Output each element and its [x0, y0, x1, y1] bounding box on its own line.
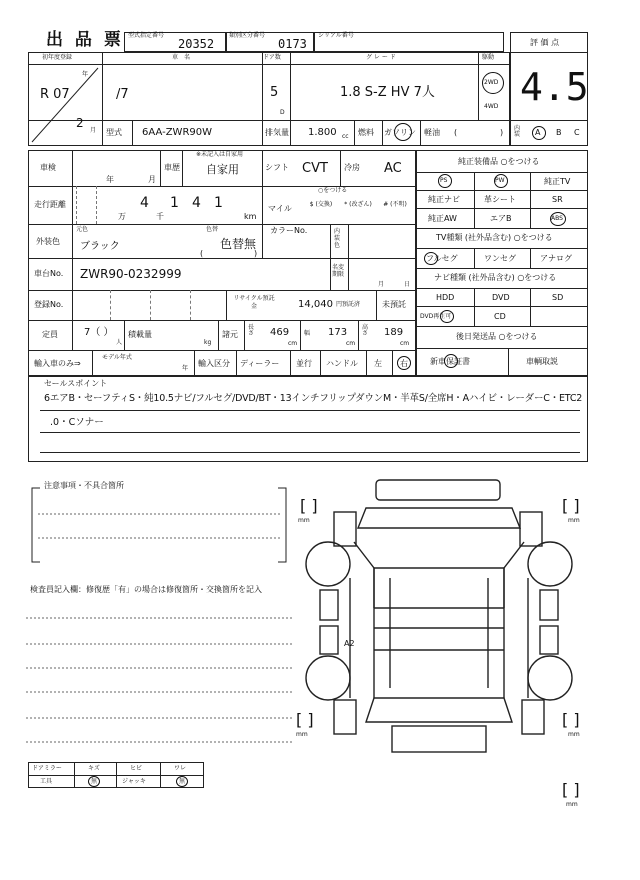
- month-unit: 月: [90, 127, 97, 134]
- inspection-label: 車検: [40, 163, 56, 172]
- shift-value: CVT: [302, 161, 328, 176]
- model-value: 6AA-ZWR90W: [142, 127, 213, 138]
- recycle-value: 14,040: [298, 299, 333, 310]
- displacement-value: 1.800: [308, 127, 337, 138]
- fuel-circle: [394, 123, 412, 141]
- drive-4wd: 4WD: [484, 103, 499, 110]
- doors-label: ドア数: [263, 54, 281, 61]
- color-orig-value: ブラック: [80, 241, 120, 252]
- form-title: 出 品 票: [46, 30, 124, 50]
- import-label: 輸入車のみ⇒: [34, 359, 81, 368]
- fuel-diesel: 軽油: [424, 128, 440, 137]
- chassis-value: ZWR90-0232999: [80, 267, 182, 281]
- doors-value: 5: [270, 85, 279, 100]
- class-no-label: 類別区分番号: [229, 32, 266, 39]
- first-reg-label: 初年度登録: [42, 54, 73, 61]
- serial-label: シリアル番号: [318, 32, 354, 39]
- history-label: 車歴: [164, 163, 180, 172]
- door-d: D: [280, 109, 285, 116]
- ac-label: 冷房: [344, 163, 360, 172]
- displacement-label: 排気量: [265, 128, 289, 137]
- mileage-digit-4: 1: [214, 195, 223, 211]
- model-label: 型式: [106, 128, 122, 137]
- sales-line2: .0・Cソナー: [50, 417, 104, 428]
- first-reg-year: R 07: [40, 87, 70, 102]
- equip-title: 純正装備品 ○をつける: [458, 157, 540, 166]
- grade-value: 1.8 S-Z HV 7人: [340, 85, 435, 100]
- mileage-digit-1: 4: [140, 195, 149, 211]
- type-no-label: 型式指定番号: [128, 32, 165, 39]
- year-unit: 年: [82, 71, 89, 78]
- drive-label: 駆動: [482, 54, 495, 61]
- fuel-label: 燃料: [358, 128, 374, 137]
- interior-b: B: [556, 128, 562, 137]
- car-name: /7: [116, 87, 129, 102]
- notes-title: 注意事項・不具合箇所: [44, 481, 124, 490]
- reg-no-label: 登録No.: [34, 300, 64, 309]
- history-note: ※未記入は自家用: [196, 151, 244, 158]
- mileage-digit-2: 1: [170, 195, 179, 211]
- sales-label: セールスポイント: [44, 379, 108, 388]
- mile-label: マイル: [268, 204, 292, 213]
- first-reg-month: 2: [76, 116, 84, 130]
- mileage-label: 走行距離: [34, 200, 66, 209]
- shift-label: シフト: [265, 163, 289, 172]
- inspector-note: 検査員記入欄：修復歴「有」の場合は修復箇所・交換箇所を記入: [30, 585, 262, 594]
- car-diagram: [294, 478, 594, 768]
- drive-2wd: 2WD: [484, 79, 499, 86]
- score-label: 評 価 点: [530, 38, 560, 47]
- fuel-gasoline: ガソリン: [384, 128, 416, 137]
- capacity-label: 定員: [42, 330, 58, 339]
- mileage-digit-3: 4: [192, 195, 201, 211]
- interior-label: 内装: [514, 125, 521, 138]
- grade-label: グ レ ー ド: [366, 54, 396, 61]
- cc-unit: cc: [342, 133, 349, 140]
- repaint-value: 色替無: [220, 237, 257, 251]
- width-value: 173: [328, 327, 348, 338]
- car-name-label: 車 名: [172, 54, 191, 61]
- notes-bracket: [28, 481, 290, 568]
- score-value: 4.5: [520, 65, 589, 109]
- capacity-value: 7（ ）: [84, 327, 114, 338]
- history-value: 自家用: [206, 163, 239, 176]
- check-note: ○をつける: [318, 187, 348, 194]
- color-ext-label: 外装色: [36, 237, 60, 246]
- inspector-lines: [26, 600, 292, 750]
- interior-a: A: [535, 128, 541, 137]
- class-no-value: 0173: [278, 37, 307, 51]
- type-no-value: 20352: [178, 37, 215, 51]
- length-value: 469: [270, 327, 290, 338]
- interior-c: C: [574, 128, 580, 137]
- chassis-label: 車台No.: [34, 269, 64, 278]
- height-value: 189: [384, 327, 404, 338]
- sales-box: [28, 376, 588, 462]
- sales-line1: 6エアB・セーフティS・純10.5ナビ/フルセグ/DVD/BT・13インチフリップダウンM・半革S/全席H・Aハイビ・レーダーC・ETC2: [44, 393, 583, 404]
- damage-mark: A2: [344, 639, 355, 648]
- ac-value: AC: [384, 161, 402, 176]
